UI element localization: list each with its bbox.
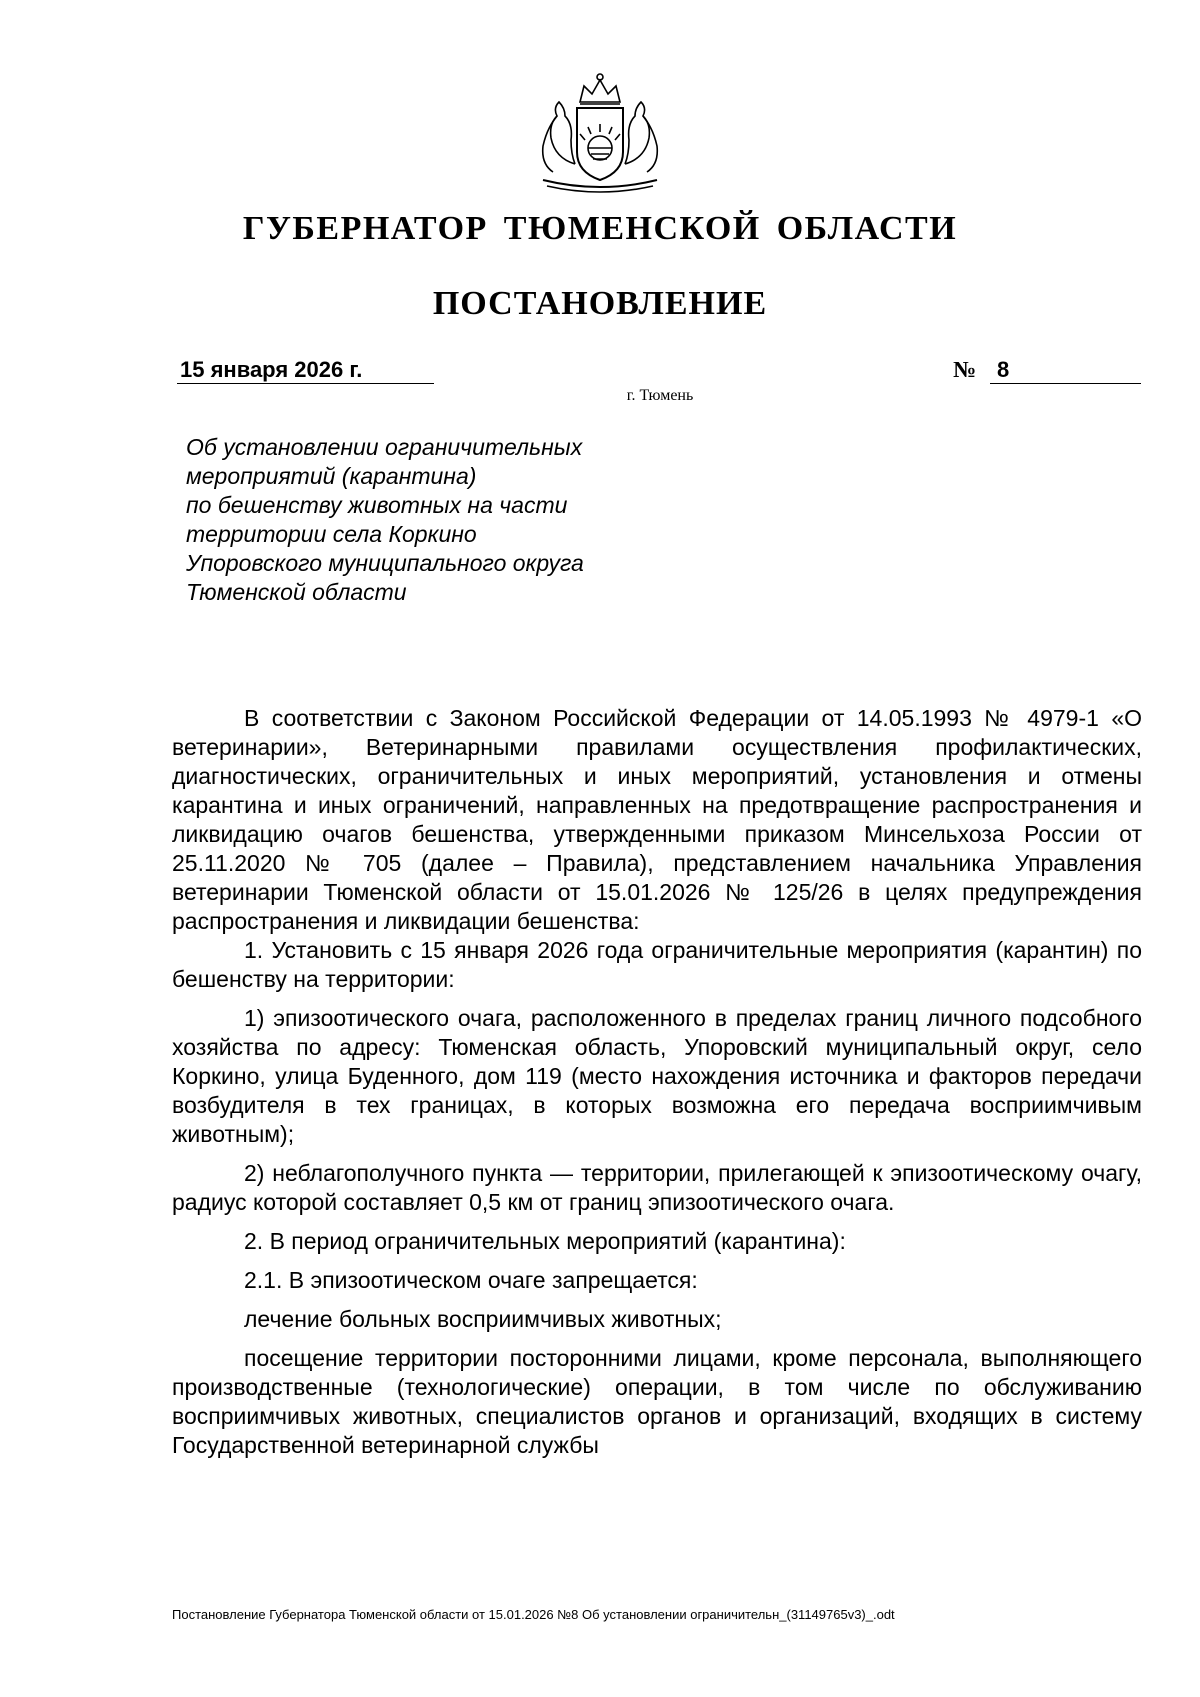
document-footer: Постановление Губернатора Тюменской области от 15.01.2026 №8 Об установлении ограничительн_(31149765v3)_.odt [172, 1607, 895, 1622]
authority-title: ГУБЕРНАТОР ТЮМЕНСКОЙ ОБЛАСТИ [242, 210, 958, 247]
body-paragraph: 1. Установить с 15 января 2026 года ограничительные мероприятия (карантин) по бешенству на территории: [172, 937, 1142, 992]
number-label: № [953, 357, 977, 382]
body-paragraph-preamble: В соответствии с Законом Российской Федерации от 14.05.1993 № 4979-1 «О ветеринарии», Ветеринарными правилами осуществления профилактических, диагностических, ограничительных и иных мероприятий, установления и отмены карантина и иных ограничений, направленных на предотвращение распространения и ликвидацию очагов бешенства, утвержденными приказом Минсельхоза России от 25.11.2020 № 705 (далее – Правила), представлением начальника Управления ветеринарии Тюменской области от 15.01.2026 № 125/26 в целях предупреждения распространения и ликвидации бешенства: [172, 705, 1142, 934]
subject-line: мероприятий (карантина) [186, 463, 477, 489]
document-body [172, 704, 1142, 1460]
body-paragraph: посещение территории посторонними лицами, кроме персонала, выполняющего производственные (технологические) операции, в том числе по обслуживанию восприимчивых животных, специалистов органов и организаций, входящих в систему Государственной ветеринарной службы [172, 1345, 1142, 1458]
subject-line: Об установлении ограничительных [186, 434, 583, 460]
subject-line: территории села Коркино [186, 521, 477, 547]
body-paragraph: 2) неблагополучного пункта — территории, прилегающей к эпизоотическому очагу, радиус которой составляет 0,5 км от границ эпизоотического очага. [172, 1160, 1142, 1215]
body-paragraph: 1) эпизоотического очага, расположенного в пределах границ личного подсобного хозяйства по адресу: Тюменская область, Упоровский муниципальный округ, село Коркино, улица Буденного, дом 119 (место нахождения источника и факторов передачи возбудителя в тех границах, в которых возможна его передача восприимчивым животным); [172, 1005, 1142, 1147]
coat-of-arms-icon [525, 68, 675, 200]
subject-line: по бешенству животных на части [186, 492, 568, 518]
document-date: 15 января 2026 г. [177, 357, 434, 384]
document-type: ПОСТАНОВЛЕНИЕ [432, 285, 768, 322]
document-subject [186, 433, 686, 607]
body-paragraph: 2. В период ограничительных мероприятий (карантина): [244, 1228, 846, 1254]
body-paragraph: лечение больных восприимчивых животных; [244, 1306, 722, 1332]
document-number: 8 [990, 357, 1141, 384]
subject-line: Упоровского муниципального округа [186, 550, 584, 576]
document-city: г. Тюмень [626, 387, 694, 404]
body-paragraph: 2.1. В эпизоотическом очаге запрещается: [244, 1267, 698, 1293]
subject-line: Тюменской области [186, 579, 407, 605]
